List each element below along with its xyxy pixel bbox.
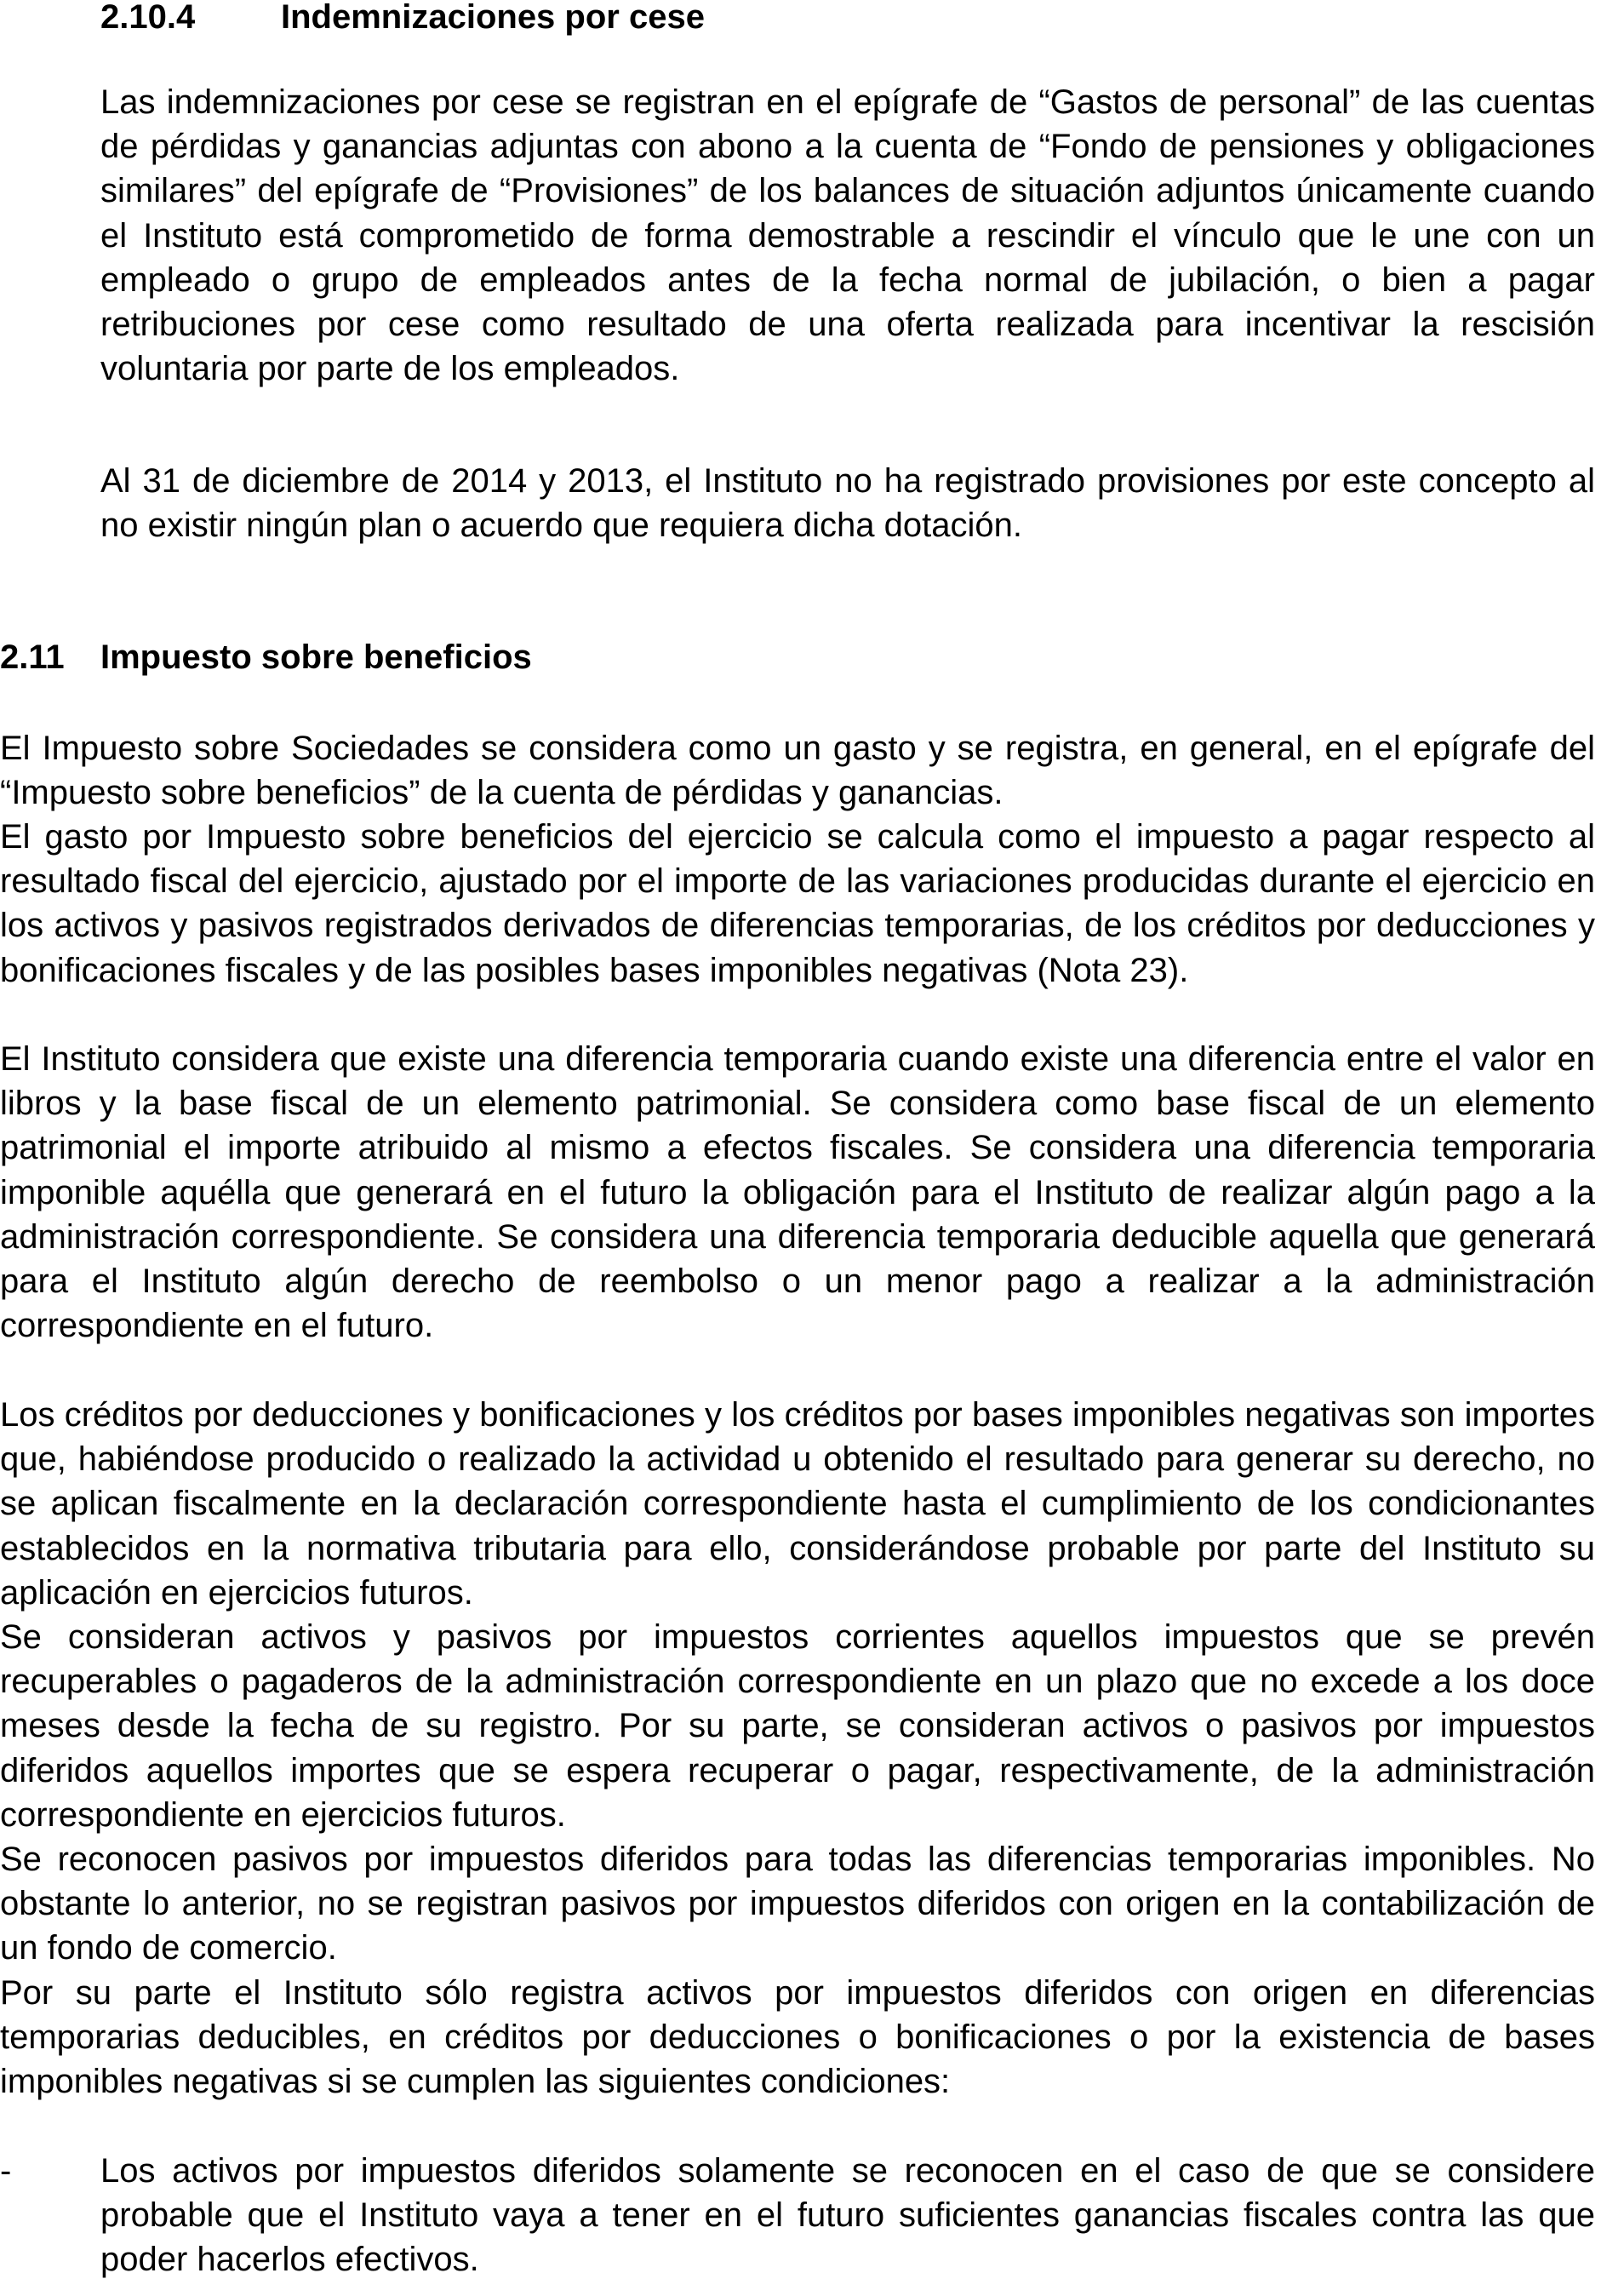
section-heading-2-10-4: [100, 0, 705, 39]
paragraph: El Impuesto sobre Sociedades se considera como un gasto y se registra, en general, en el epígrafe del “Impuesto sobre beneficios” de la cuenta de pérdidas y ganancias.: [0, 730, 1595, 812]
bullet-text: Los activos por impuestos diferidos solamente se reconocen en el caso de que se considere probable que el Instituto vaya a tener en el futuro suficientes ganancias fiscales contra las que poder hacerlos efectivos.: [100, 2152, 1595, 2279]
paragraph: Por su parte el Instituto sólo registra activos por impuestos diferidos con origen en diferencias temporarias deducibles, en créditos por deducciones o bonificaciones o por la existencia de bases imponibles negativas si se cumplen las siguientes condiciones:: [0, 1974, 1595, 2101]
paragraph: El Instituto considera que existe una diferencia temporaria cuando existe una diferencia entre el valor en libros y la base fiscal de un elemento patrimonial. Se considera como base fiscal de un elemento patrimonial el importe atribuido al mismo a efectos fiscales. Se considera una diferencia temporaria imponible aquélla que generará en el futuro la obligación para el Instituto de realizar algún pago a la administración correspondiente. Se considera una diferencia temporaria deducible aquella que generará para el Instituto algún derecho de reembolso o un menor pago a realizar a la administración correspondiente en el futuro.: [0, 1040, 1595, 1345]
paragraph: El gasto por Impuesto sobre beneficios del ejercicio se calcula como el impuesto a pagar respecto al resultado fiscal del ejercicio, ajustado por el importe de las variaciones producidas durante el ejercicio en los activos y pasivos registrados derivados de diferencias temporarias, de los créditos por deducciones y bonificaciones fiscales y de las posibles bases imponibles negativas (Nota 23).: [0, 818, 1595, 989]
section-number: 2.11: [0, 638, 65, 676]
paragraph: Se consideran activos y pasivos por impuestos corrientes aquellos impuestos que se prevén recuperables o pagaderos de la administración correspondiente en un plazo que no excede a los doce meses desde la fecha de su registro. Por su parte, se consideran activos o pasivos por impuestos diferidos aquellos importes que se espera recuperar o pagar, respectivamente, de la administración correspondiente en ejercicios futuros.: [0, 1618, 1595, 1834]
paragraph: Las indemnizaciones por cese se registran en el epígrafe de “Gastos de personal” de las cuentas de pérdidas y ganancias adjuntas con abono a la cuenta de “Fondo de pensiones y obligaciones similares” del epígrafe de “Provisiones” de los balances de situación adjuntos únicamente cuando el Instituto está comprometido de forma demostrable a rescindir el vínculo que le une con un empleado o grupo de empleados antes de la fecha normal de jubilación, o bien a pagar retribuciones por cese como resultado de una oferta realizada para incentivar la rescisión voluntaria por parte de los empleados.: [100, 83, 1595, 388]
paragraph: Se reconocen pasivos por impuestos diferidos para todas las diferencias temporarias imponibles. No obstante lo anterior, no se registran pasivos por impuestos diferidos con origen en la contabilización de un fondo de comercio.: [0, 1841, 1595, 1967]
section-heading-2-11: [0, 635, 532, 679]
paragraph: Los créditos por deducciones y bonificaciones y los créditos por bases imponibles negativas son importes que, habiéndose producido o realizado la actividad u obtenido el resultado para generar su derecho, no se aplican fiscalmente en la declaración correspondiente hasta el cumplimiento de los condicionantes establecidos en la normativa tributaria para ello, considerándose probable por parte del Instituto su aplicación en ejercicios futuros.: [0, 1396, 1595, 1612]
section-title: Impuesto sobre beneficios: [100, 638, 532, 676]
section-title: Indemnizaciones por cese: [281, 0, 705, 36]
paragraph: Al 31 de diciembre de 2014 y 2013, el Instituto no ha registrado provisiones por este concepto al no existir ningún plan o acuerdo que requiera dicha dotación.: [100, 462, 1595, 545]
bullet-marker: -: [0, 2152, 12, 2190]
section-number: 2.10.4: [100, 0, 196, 36]
